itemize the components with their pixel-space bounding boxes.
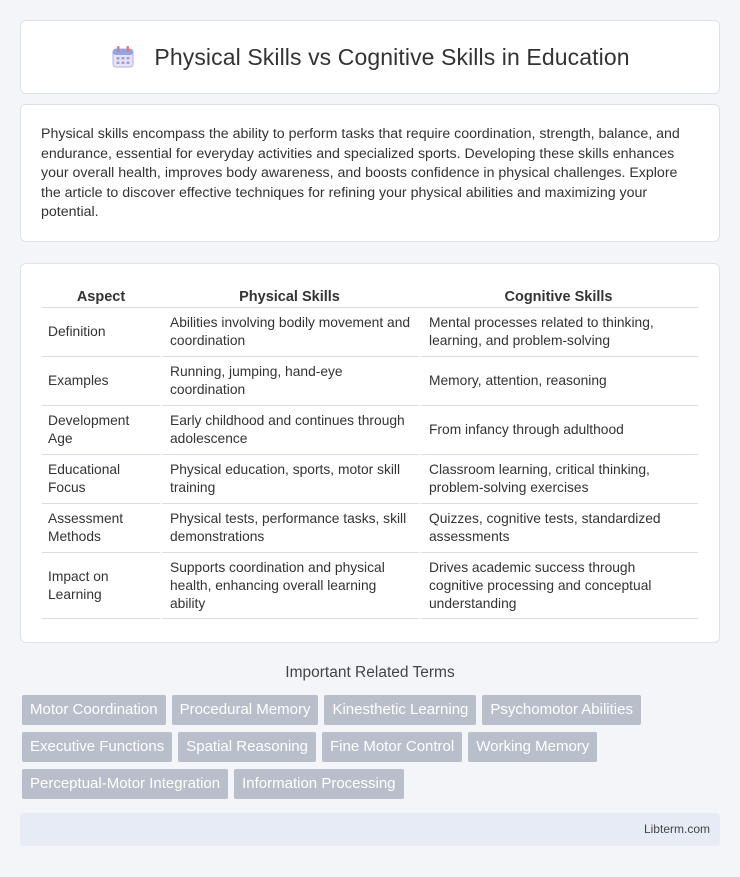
table-cell-cognitive: Drives academic success through cognitive processing and conceptual understanding xyxy=(419,553,698,619)
table-cell-physical: Supports coordination and physical health, enhancing overall learning ability xyxy=(160,553,419,619)
related-term-tag[interactable]: Spatial Reasoning xyxy=(178,732,316,762)
title-wrap xyxy=(110,44,629,71)
related-term-tag[interactable]: Fine Motor Control xyxy=(322,732,462,762)
related-term-tag[interactable]: Kinesthetic Learning xyxy=(324,695,476,725)
table-cell-aspect: Educational Focus xyxy=(42,455,160,504)
table-row xyxy=(42,308,698,357)
table-cell-cognitive: Mental processes related to thinking, learning, and problem-solving xyxy=(419,308,698,357)
related-term-tag[interactable]: Perceptual-Motor Integration xyxy=(22,769,228,799)
header-physical-skills: Physical Skills xyxy=(160,284,419,308)
header-aspect: Aspect xyxy=(42,284,160,308)
footer-site-link[interactable]: Libterm.com xyxy=(643,822,710,836)
table-cell-aspect: Development Age xyxy=(42,406,160,455)
table-cell-cognitive: Memory, attention, reasoning xyxy=(419,357,698,406)
table-cell-physical: Physical tests, performance tasks, skill demonstrations xyxy=(160,504,419,553)
table-cell-physical: Physical education, sports, motor skill training xyxy=(160,455,419,504)
table-cell-aspect: Impact on Learning xyxy=(42,553,160,619)
table-row xyxy=(42,406,698,455)
calendar-icon xyxy=(110,44,136,70)
page-title: Physical Skills vs Cognitive Skills in Education xyxy=(154,43,630,70)
table-cell-aspect: Assessment Methods xyxy=(42,504,160,553)
header-cognitive-skills: Cognitive Skills xyxy=(419,284,698,308)
table-row xyxy=(42,553,698,619)
table-cell-cognitive: Classroom learning, critical thinking, problem-solving exercises xyxy=(419,455,698,504)
table-cell-physical: Running, jumping, hand-eye coordination xyxy=(160,357,419,406)
related-term-tag[interactable]: Psychomotor Abilities xyxy=(482,695,641,725)
comparison-table-card xyxy=(20,263,720,643)
related-terms-list xyxy=(22,695,722,799)
table-cell-physical: Abilities involving bodily movement and coordination xyxy=(160,308,419,357)
related-terms-heading: Important Related Terms xyxy=(285,664,455,681)
table-cell-aspect: Definition xyxy=(42,308,160,357)
related-term-tag[interactable]: Procedural Memory xyxy=(172,695,319,725)
related-term-tag[interactable]: Executive Functions xyxy=(22,732,172,762)
related-term-tag[interactable]: Motor Coordination xyxy=(22,695,166,725)
table-row xyxy=(42,357,698,406)
intro-card xyxy=(20,104,720,242)
related-term-tag[interactable]: Information Processing xyxy=(234,769,403,799)
table-cell-cognitive: From infancy through adulthood xyxy=(419,406,698,455)
table-cell-cognitive: Quizzes, cognitive tests, standardized assessments xyxy=(419,504,698,553)
comparison-table xyxy=(42,284,698,619)
table-cell-physical: Early childhood and continues through adolescence xyxy=(160,406,419,455)
table-row xyxy=(42,504,698,553)
related-term-tag[interactable]: Working Memory xyxy=(468,732,597,762)
table-cell-aspect: Examples xyxy=(42,357,160,406)
table-row xyxy=(42,455,698,504)
table-header-row xyxy=(42,284,698,308)
footer xyxy=(20,813,720,846)
header-card xyxy=(20,20,720,94)
intro-text: Physical skills encompass the ability to perform tasks that require coordination, strength, balance, and endurance, essential for everyday activities and specialized sports. Developing these skills enhances your overall health, improves body awareness, and boosts confidence in physical challenges. Explore the article to discover effective techniques for refining your physical abilities and maximizing your potential. xyxy=(41,126,680,220)
